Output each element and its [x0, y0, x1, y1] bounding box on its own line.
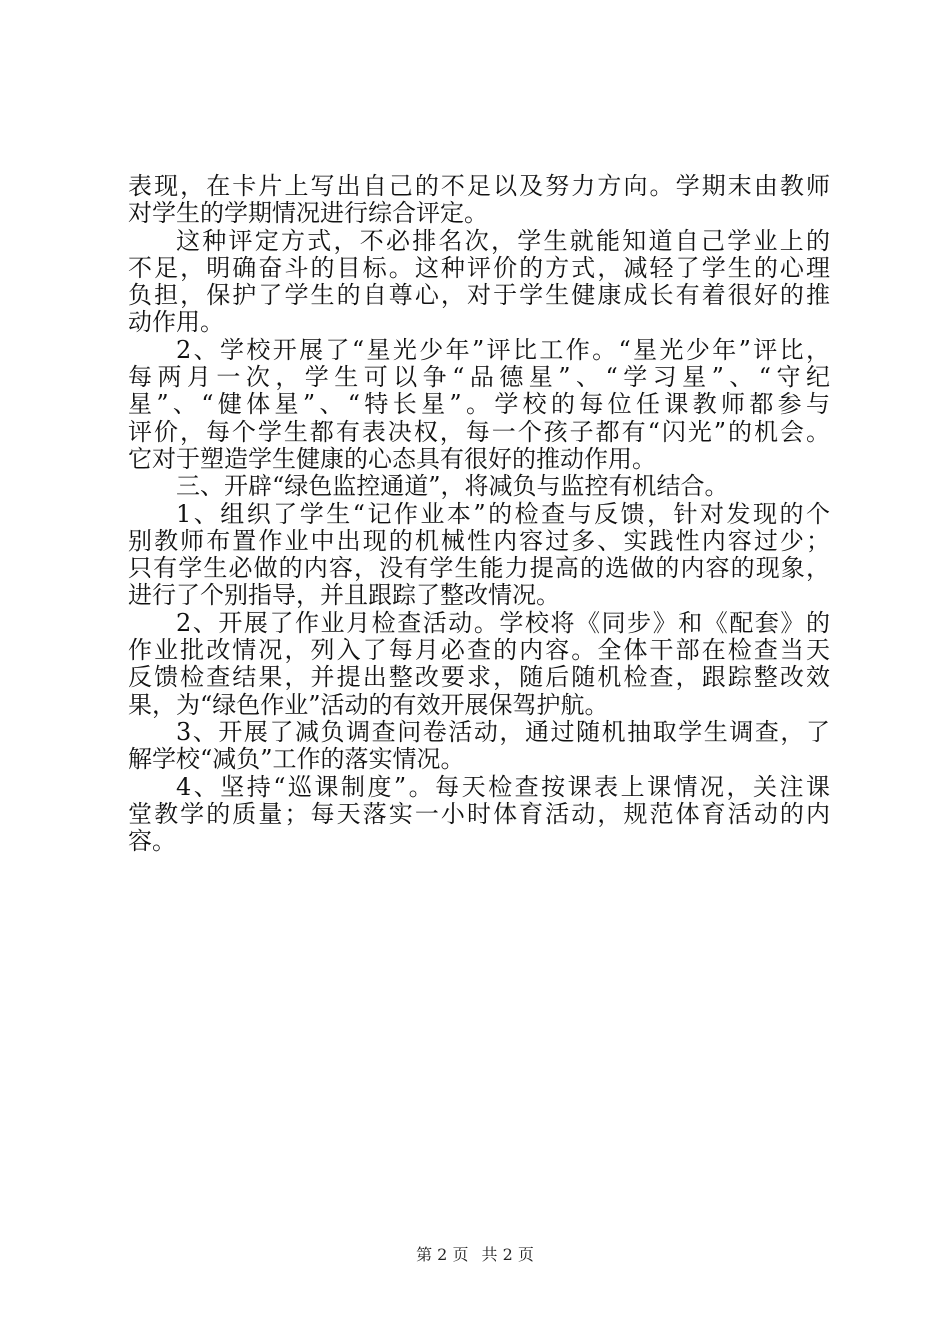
text-line: 三、开辟“绿色监控通道”，将减负与监控有机结合。: [176, 472, 729, 501]
text-line: 4、坚持“巡课制度”。每天检查按课表上课情况，关注课: [176, 772, 830, 801]
text-line: 只有学生必做的内容，没有学生能力提高的选做的内容的现象，: [128, 554, 830, 583]
text-line: 作业批改情况，列入了每月必查的内容。全体干部在检查当天: [128, 636, 830, 665]
text-line: 评价，每个学生都有表决权，每一个孩子都有“闪光”的机会。: [128, 417, 830, 446]
text-line: 这种评定方式，不必排名次，学生就能知道自己学业上的: [176, 226, 830, 255]
text-line: 堂教学的质量；每天落实一小时体育活动，规范体育活动的内: [128, 799, 830, 828]
text-line: 解学校“减负”工作的落实情况。: [128, 745, 465, 774]
text-line: 动作用。: [128, 308, 224, 337]
document-body: [128, 173, 830, 855]
text-line: 负担，保护了学生的自尊心，对于学生健康成长有着很好的推: [128, 281, 830, 310]
page-number: 第 2 页: [416, 1245, 469, 1264]
page-footer: [0, 1243, 950, 1267]
text-line: 容。: [128, 827, 176, 856]
text-line: 不足，明确奋斗的目标。这种评价的方式，减轻了学生的心理: [128, 253, 830, 282]
text-line: 对学生的学期情况进行综合评定。: [128, 199, 488, 228]
text-line: 2、学校开展了“星光少年”评比工作。“星光少年”评比，: [176, 335, 830, 364]
text-line: 表现，在卡片上写出自己的不足以及努力方向。学期末由教师: [128, 172, 830, 200]
text-line: 1、组织了学生“记作业本”的检查与反馈，针对发现的个: [176, 499, 830, 528]
text-line: 每两月一次，学生可以争“品德星”、“学习星”、“守纪: [128, 363, 830, 392]
page-total: 共 2 页: [481, 1245, 534, 1264]
text-line: 别教师布置作业中出现的机械性内容过多、实践性内容过少；: [128, 526, 830, 555]
text-line: 果，为“绿色作业”活动的有效开展保驾护航。: [128, 690, 609, 719]
text-line: 它对于塑造学生健康的心态具有很好的推动作用。: [128, 444, 656, 473]
text-line: 反馈检查结果，并提出整改要求，随后随机检查，跟踪整改效: [128, 663, 830, 692]
text-line: 星”、“健体星”、“特长星”。学校的每位任课教师都参与: [128, 390, 830, 419]
text-line: 2、开展了作业月检查活动。学校将《同步》和《配套》的: [176, 608, 830, 637]
text-line: 进行了个别指导，并且跟踪了整改情况。: [128, 581, 560, 610]
text-line: 3、开展了减负调查问卷活动，通过随机抽取学生调查，了: [176, 717, 830, 746]
